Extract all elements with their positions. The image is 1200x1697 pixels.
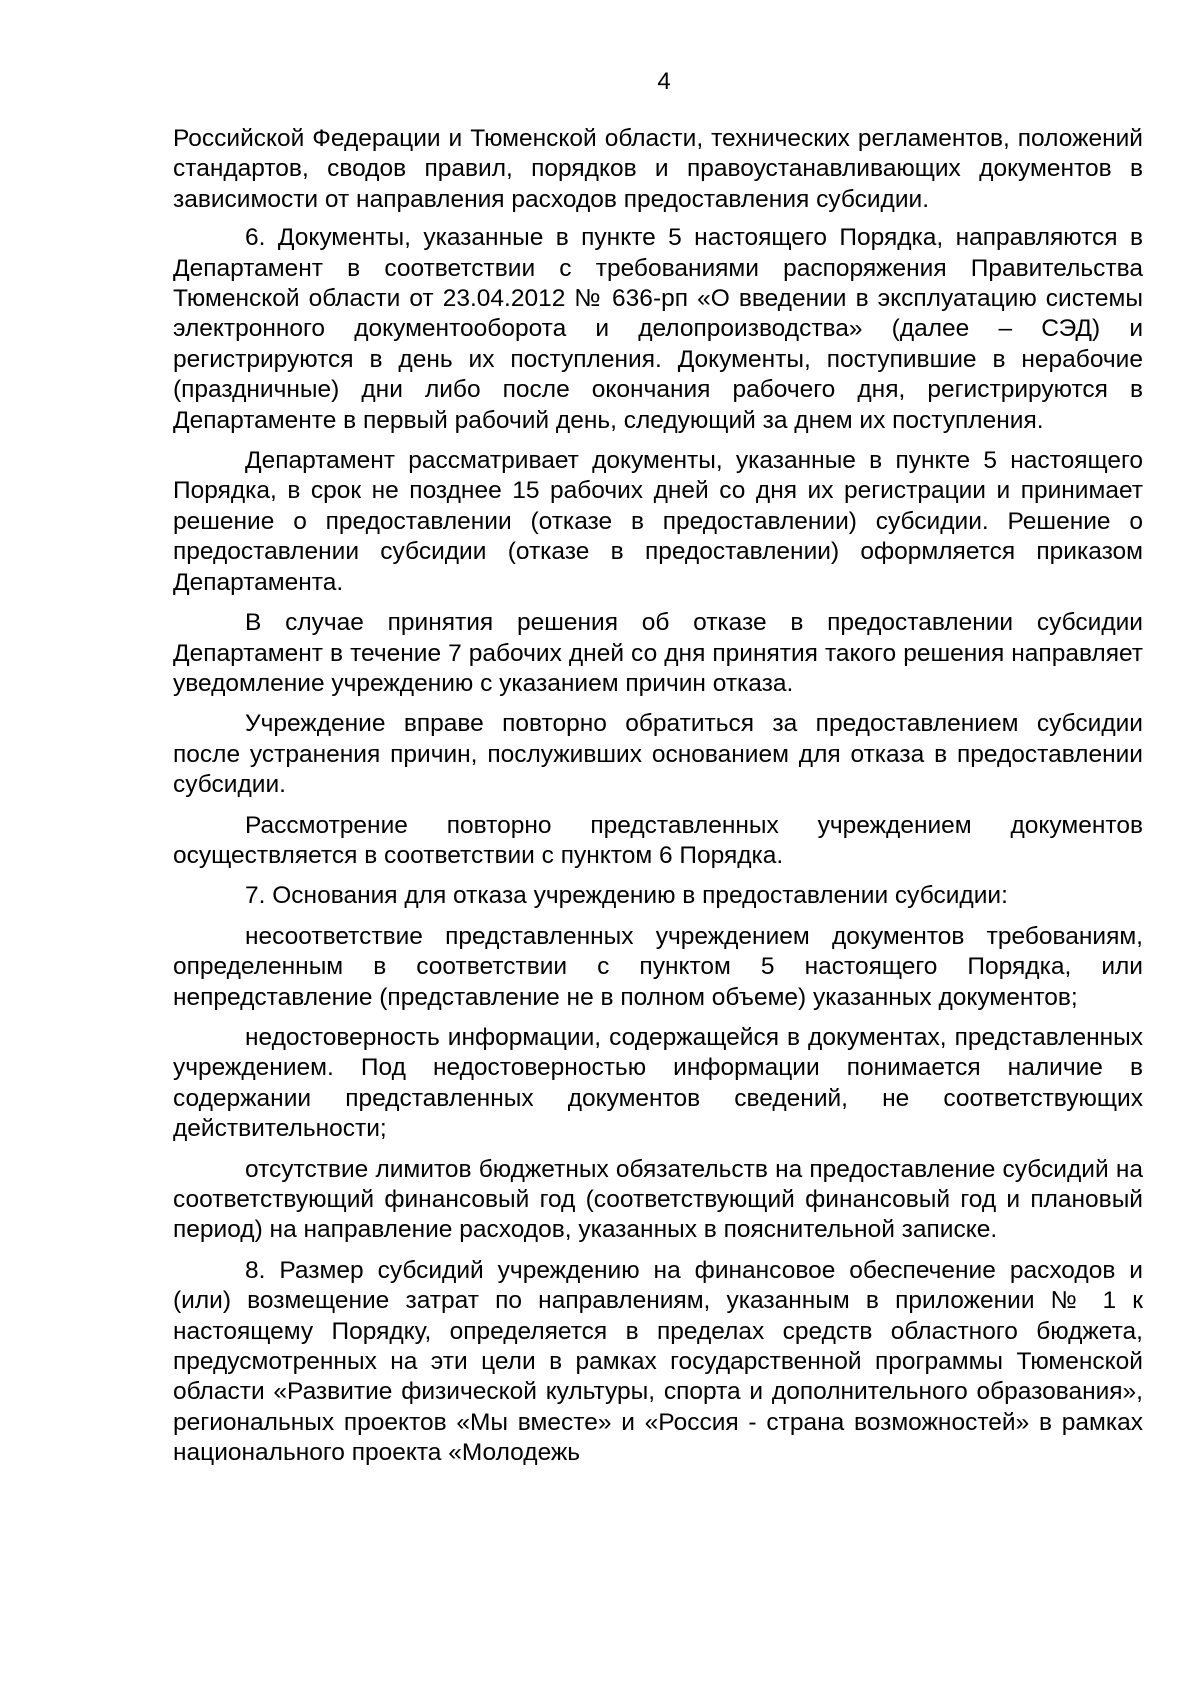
paragraph-refusal-ground-2: недостоверность информации, содержащейся в документах, представленных учреждением. Под недостоверностью информации понимается наличие в содержании представленных документов сведений, не соответствующих действительности; — [173, 1023, 1143, 1143]
paragraph-item-6: 6. Документы, указанные в пункте 5 настоящего Порядка, направляются в Департамент в соответствии с требованиями распоряжения Правительства Тюменской области от 23.04.2012 № 636-рп «О введении в эксплуатацию системы электронного документооборота и делопроизводства» (далее – СЭД) и регистрируются в день их поступления. Документы, поступившие в нерабочие (праздничные) дни либо после окончания рабочего дня, регистрируются в Департаменте в первый рабочий день, следующий за днем их поступления. — [173, 224, 1143, 434]
paragraph-review: Департамент рассматривает документы, указанные в пункте 5 настоящего Порядка, в срок не позднее 15 рабочих дней со дня их регистрации и принимает решение о предоставлении (отказе в предоставлении) субсидии. Решение о предоставлении субсидии (отказе в предоставлении) оформляется приказом Департамента. — [173, 447, 1143, 596]
paragraph-refusal-notice: В случае принятия решения об отказе в предоставлении субсидии Департамент в течение 7 рабочих дней со дня принятия такого решения направляет уведомление учреждению с указанием причин отказа. — [173, 609, 1143, 697]
paragraph-refusal-ground-1: несоответствие представленных учреждением документов требованиям, определенным в соответствии с пунктом 5 настоящего Порядка, или непредставление (представление не в полном объеме) указанных документов; — [173, 922, 1143, 1011]
paragraph-refusal-ground-3: отсутствие лимитов бюджетных обязательств на предоставление субсидий на соответствующий финансовый год (соответствующий финансовый год и плановый период) на направление расходов, указанных в пояснительной записке. — [173, 1155, 1143, 1244]
paragraph-item-7: 7. Основания для отказа учреждению в предоставлении субсидии: — [245, 882, 1008, 910]
paragraph-continuation: Российской Федерации и Тюменской области, технических регламентов, положений стандартов, сводов правил, порядков и правоустанавливающих документов в зависимости от направления расходов предоставления субсидии. — [173, 125, 1143, 213]
page-number: 4 — [657, 68, 671, 95]
paragraph-item-8: 8. Размер субсидий учреждению на финансовое обеспечение расходов и (или) возмещение затрат по направлениям, указанным в приложении № 1 к настоящему Порядку, определяется в пределах средств областного бюджета, предусмотренных на эти цели в рамках государственной программы Тюменской области «Развитие физической культуры, спорта и дополнительного образования», региональных проектов «Мы вместе» и «Россия - страна возможностей» в рамках национального проекта «Молодежь — [173, 1256, 1143, 1467]
paragraph-repeat-review: Рассмотрение повторно представленных учреждением документов осуществляется в соответствии с пунктом 6 Порядка. — [173, 811, 1143, 869]
document-body — [173, 124, 1143, 1469]
paragraph-reapply: Учреждение вправе повторно обратиться за предоставлением субсидии после устранения причин, послуживших основанием для отказа в предоставлении субсидии. — [173, 710, 1143, 799]
